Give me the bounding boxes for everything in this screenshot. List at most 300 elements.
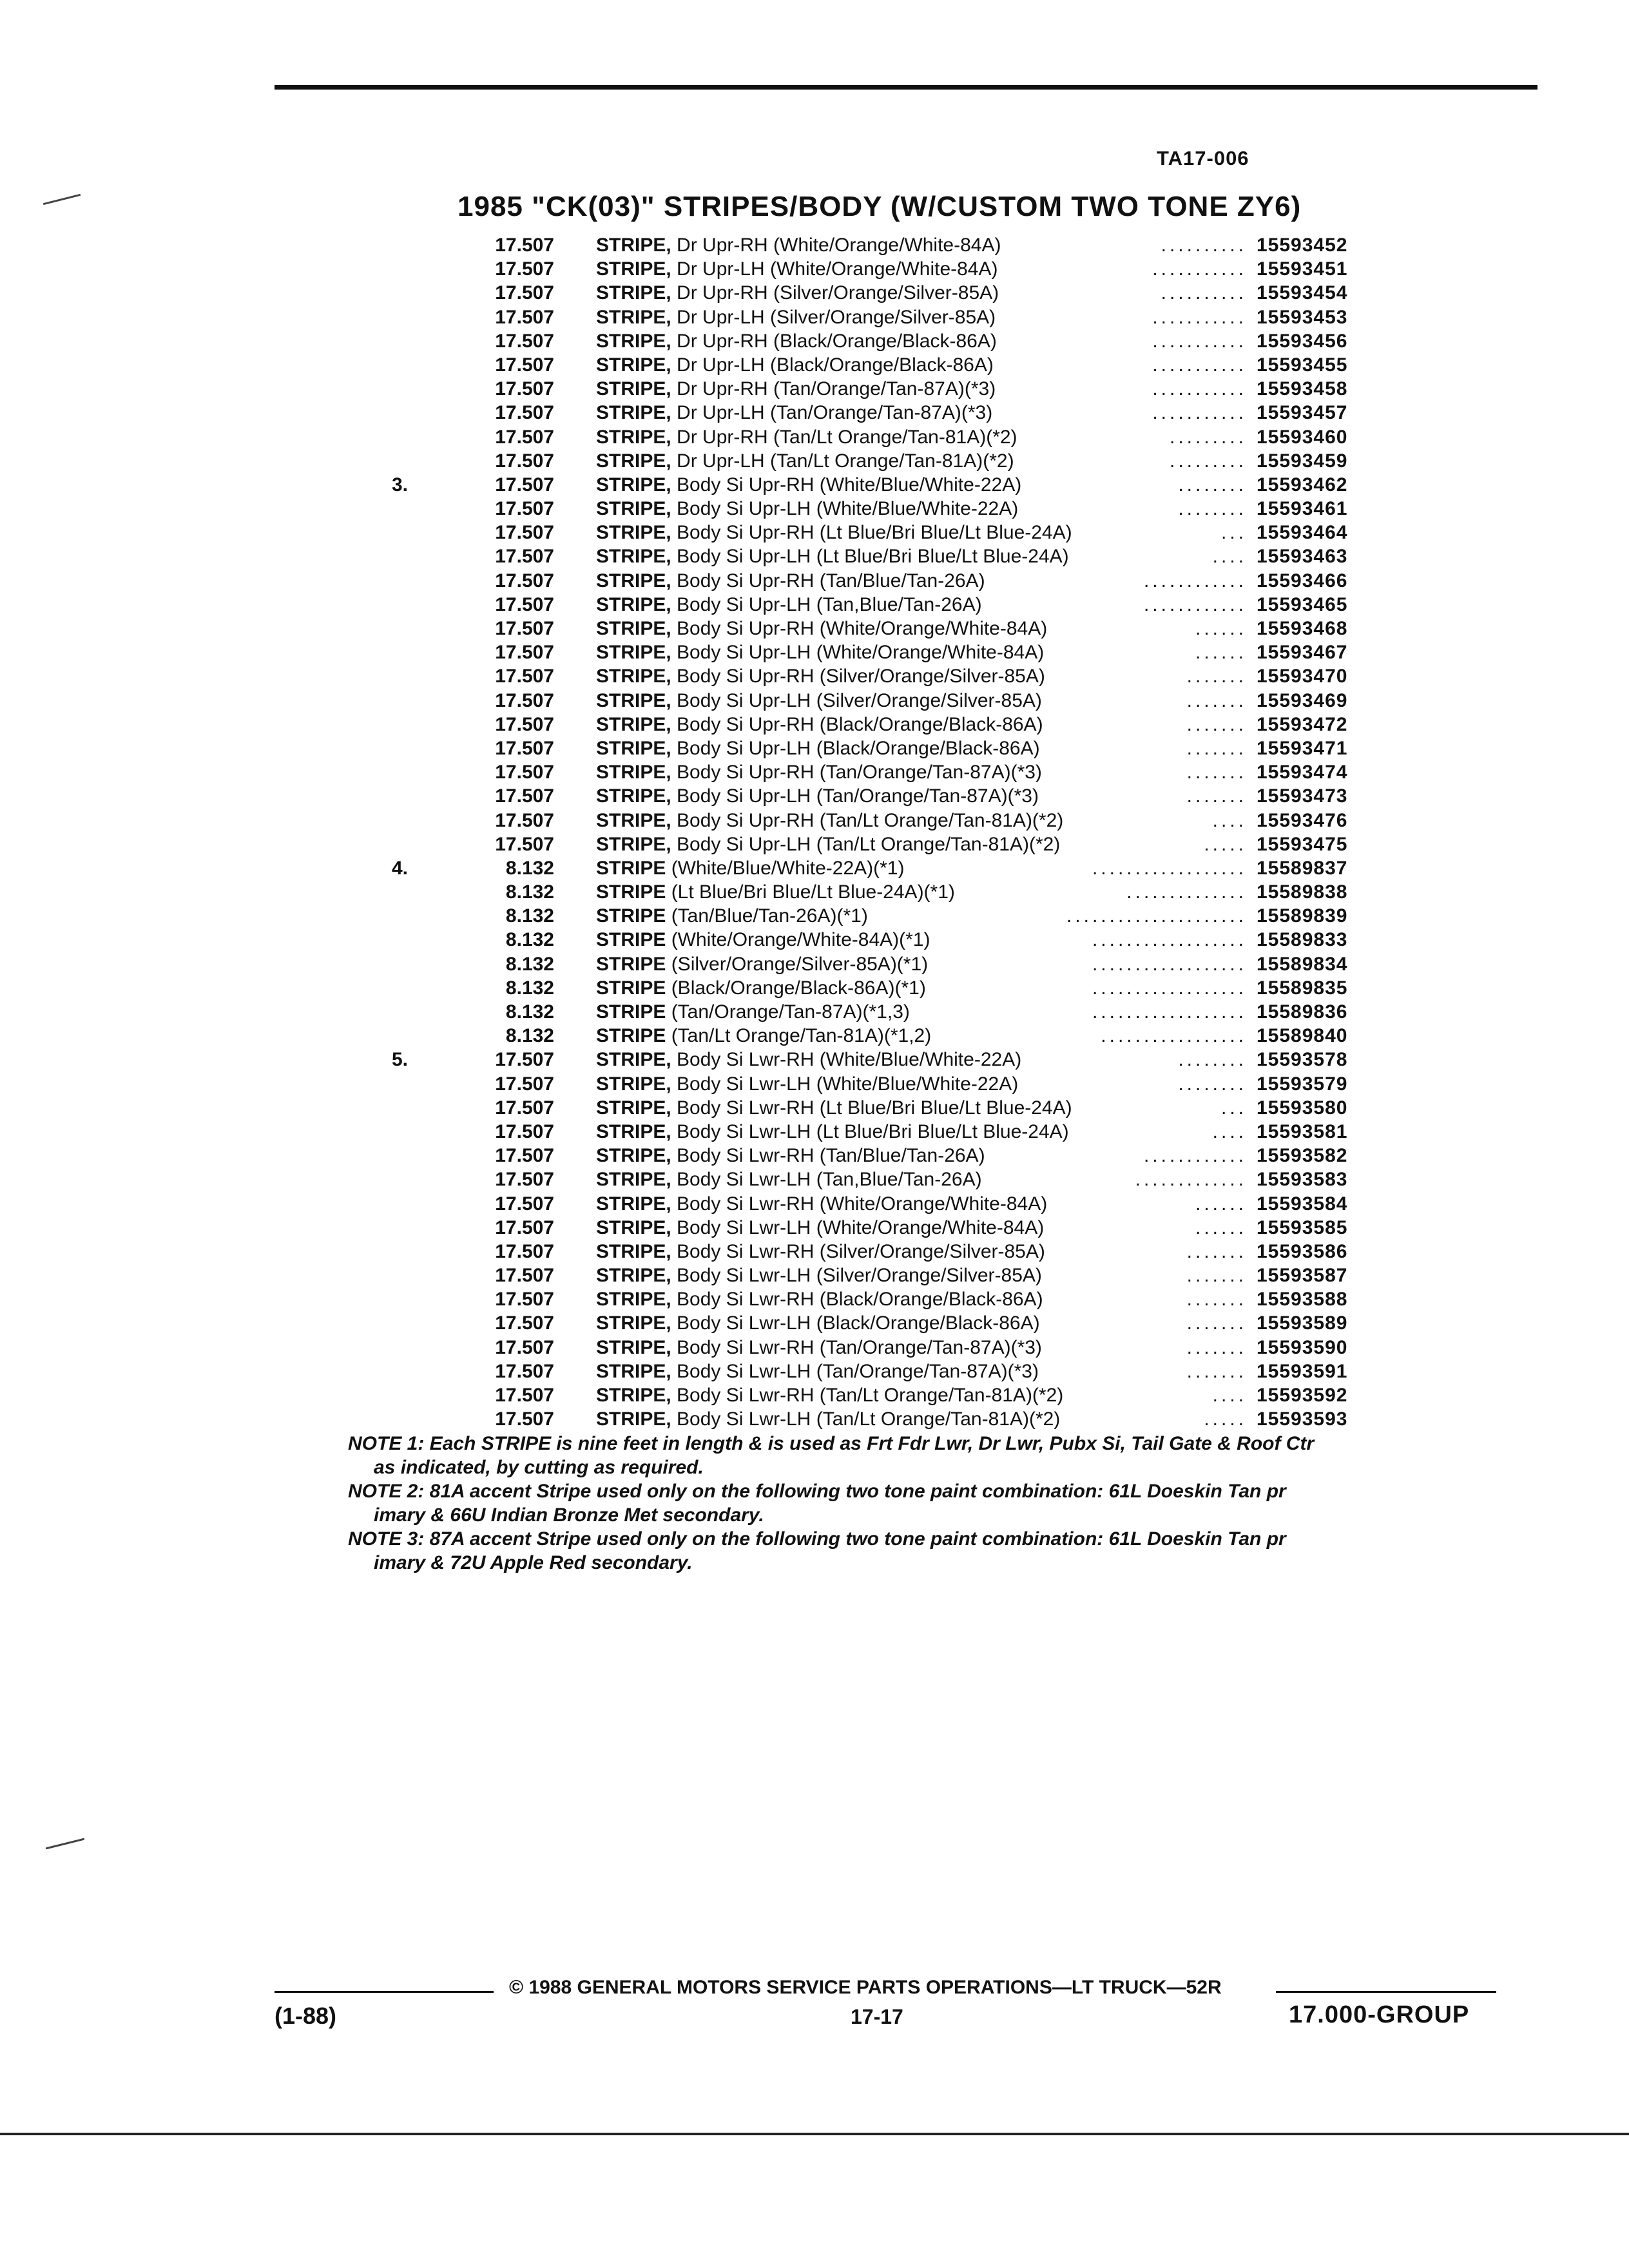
part-description (596, 569, 985, 593)
part-number: 15593452 (1257, 235, 1348, 256)
parts-row (0, 640, 1629, 664)
dot-leader: ......... (1169, 426, 1247, 448)
group-number: 17.507 (495, 1049, 554, 1071)
parts-row (0, 233, 1629, 257)
group-number: 17.507 (495, 666, 554, 687)
note-line-continued: imary & 66U Indian Bronze Met secondary. (374, 1504, 764, 1526)
description-keyword: STRIPE (596, 977, 666, 999)
dot-leader: .................. (1092, 929, 1247, 951)
description-text: Body Si Upr-RH (Lt Blue/Bri Blue/Lt Blue-24A) (671, 522, 1072, 544)
group-number: 17.507 (495, 593, 554, 615)
group-number: 17.507 (495, 330, 554, 352)
part-number: 15593593 (1257, 1408, 1348, 1430)
part-description (596, 736, 1040, 760)
description-text: Body Si Upr-RH (Tan/Orange/Tan-87A)(*3) (671, 762, 1042, 783)
footer-rule-left (275, 1991, 494, 1993)
parts-row (0, 928, 1629, 952)
description-text: Body Si Upr-LH (Tan/Lt Orange/Tan-81A)(*2) (671, 833, 1061, 855)
parts-row (0, 1407, 1629, 1431)
dot-leader: ...... (1195, 1193, 1247, 1215)
parts-row (0, 449, 1629, 473)
description-text: Body Si Lwr-RH (Tan/Blue/Tan-26A) (671, 1145, 985, 1167)
description-keyword: STRIPE, (596, 1073, 671, 1095)
dot-leader: ................. (1101, 1025, 1247, 1047)
description-text: Dr Upr-RH (Tan/Lt Orange/Tan-81A)(*2) (671, 426, 1017, 448)
item-number: 3. (392, 474, 409, 495)
group-number: 17.507 (495, 546, 554, 568)
item-number: 4. (392, 857, 409, 879)
part-description (596, 1383, 1063, 1407)
description-text: (Tan/Blue/Tan-26A)(*1) (666, 905, 868, 927)
part-number: 15593460 (1257, 426, 1348, 448)
part-description (596, 544, 1069, 568)
parts-row (0, 353, 1629, 377)
parts-row (0, 1240, 1629, 1264)
description-text: Body Si Upr-RH (White/Blue/White-22A) (671, 474, 1022, 495)
parts-row (0, 1264, 1629, 1287)
part-number: 15593475 (1257, 833, 1348, 855)
group-number: 17.507 (495, 450, 554, 472)
part-number: 15589840 (1257, 1025, 1348, 1047)
parts-row (0, 760, 1629, 784)
part-description (596, 928, 930, 952)
group-number: 17.507 (495, 689, 554, 711)
description-keyword: STRIPE, (596, 498, 671, 520)
part-description (596, 1120, 1069, 1144)
group-number: 17.507 (495, 522, 554, 544)
description-text: Body Si Lwr-RH (Silver/Orange/Silver-85A) (671, 1240, 1045, 1262)
dot-leader: ..................... (1066, 905, 1247, 927)
description-text: Body Si Lwr-LH (Tan/Orange/Tan-87A)(*3) (671, 1360, 1039, 1382)
part-description (596, 1336, 1042, 1360)
dot-leader: ........ (1178, 474, 1247, 495)
description-keyword: STRIPE, (596, 809, 671, 831)
part-number: 15593458 (1257, 378, 1348, 400)
part-number: 15593579 (1257, 1073, 1348, 1095)
part-number: 15593586 (1257, 1240, 1348, 1262)
description-text: Dr Upr-LH (Silver/Orange/Silver-85A) (671, 306, 996, 328)
part-description (596, 329, 997, 353)
part-number: 15593591 (1257, 1360, 1348, 1382)
group-number: 17.507 (495, 282, 554, 304)
part-description (596, 497, 1018, 521)
footer-date: (1-88) (275, 2003, 337, 2029)
description-keyword: STRIPE, (596, 1097, 671, 1119)
parts-row (0, 281, 1629, 305)
parts-row (0, 521, 1629, 544)
parts-row (0, 952, 1629, 976)
part-number: 15593464 (1257, 522, 1348, 544)
dot-leader: ............ (1143, 1145, 1247, 1167)
part-number: 15589835 (1257, 977, 1348, 999)
dot-leader: ....... (1186, 1336, 1247, 1358)
parts-row (0, 664, 1629, 688)
part-description (596, 1072, 1018, 1096)
dot-leader: ........... (1152, 402, 1247, 424)
parts-row (0, 1048, 1629, 1072)
top-rule (275, 85, 1537, 90)
description-keyword: STRIPE, (596, 642, 671, 664)
dot-leader: ........... (1152, 258, 1247, 280)
parts-row (0, 1144, 1629, 1168)
description-text: (White/Blue/White-22A)(*1) (666, 857, 905, 879)
part-description (596, 1264, 1042, 1287)
parts-row (0, 809, 1629, 832)
parts-row (0, 1072, 1629, 1096)
description-text: Body Si Upr-RH (Tan/Lt Orange/Tan-81A)(*2) (671, 809, 1064, 831)
part-description (596, 449, 1014, 473)
parts-row (0, 1024, 1629, 1048)
group-number: 17.507 (495, 306, 554, 328)
description-text: Body Si Upr-RH (White/Orange/White-84A) (671, 618, 1048, 639)
description-text: (Lt Blue/Bri Blue/Lt Blue-24A)(*1) (666, 881, 955, 903)
dot-leader: ....... (1186, 1240, 1247, 1262)
part-number: 15593474 (1257, 762, 1348, 783)
description-keyword: STRIPE (596, 881, 666, 903)
parts-row (0, 257, 1629, 281)
description-text: Body Si Upr-LH (White/Orange/White-84A) (671, 642, 1045, 664)
group-number: 17.507 (495, 1169, 554, 1191)
part-description (596, 664, 1045, 688)
description-keyword: STRIPE, (596, 1145, 671, 1167)
description-text: Body Si Upr-LH (Silver/Orange/Silver-85A) (671, 689, 1042, 711)
group-number: 17.507 (495, 642, 554, 664)
part-number: 15593472 (1257, 713, 1348, 735)
dot-leader: ........... (1152, 330, 1247, 352)
description-text: Body Si Lwr-LH (White/Orange/White-84A) (671, 1216, 1045, 1238)
part-description (596, 784, 1039, 808)
part-description (596, 640, 1044, 664)
group-number: 17.507 (495, 1385, 554, 1406)
part-number: 15589837 (1257, 857, 1348, 879)
description-text: Dr Upr-RH (White/Orange/White-84A) (671, 235, 1001, 256)
part-description (596, 281, 999, 305)
group-number: 17.507 (495, 785, 554, 807)
group-number: 8.132 (505, 1001, 554, 1023)
parts-row (0, 1383, 1629, 1407)
description-text: Body Si Lwr-LH (Lt Blue/Bri Blue/Lt Blue-24A) (671, 1120, 1069, 1142)
description-keyword: STRIPE (596, 1025, 666, 1047)
part-number: 15593580 (1257, 1097, 1348, 1119)
description-text: Body Si Upr-LH (Black/Orange/Black-86A) (671, 737, 1040, 759)
parts-row (0, 377, 1629, 401)
footer-page-number: 17-17 (851, 2005, 903, 2028)
group-number: 17.507 (495, 474, 554, 495)
dot-leader: ... (1220, 1097, 1247, 1119)
description-keyword: STRIPE, (596, 426, 671, 448)
part-description (596, 1024, 931, 1048)
dot-leader: ....... (1186, 1289, 1247, 1311)
group-number: 17.507 (495, 1408, 554, 1430)
description-keyword: STRIPE, (596, 546, 671, 568)
group-number: 17.507 (495, 1145, 554, 1167)
description-keyword: STRIPE, (596, 1265, 671, 1287)
parts-row (0, 1311, 1629, 1335)
description-text: Body Si Upr-LH (Tan,Blue/Tan-26A) (671, 593, 982, 615)
group-number: 17.507 (495, 570, 554, 591)
description-text: Dr Upr-RH (Tan/Orange/Tan-87A)(*3) (671, 378, 996, 400)
part-number: 15593578 (1257, 1049, 1348, 1071)
description-text: Dr Upr-LH (Black/Orange/Black-86A) (671, 354, 994, 376)
part-description (596, 832, 1060, 856)
part-number: 15593462 (1257, 474, 1348, 495)
part-description (596, 353, 994, 377)
part-number: 15593476 (1257, 809, 1348, 831)
parts-row (0, 976, 1629, 1000)
part-description (596, 473, 1021, 497)
dot-leader: ........ (1178, 1049, 1247, 1071)
part-number: 15593470 (1257, 666, 1348, 687)
description-text: Body Si Upr-RH (Black/Orange/Black-86A) (671, 713, 1043, 735)
part-description (596, 809, 1063, 832)
part-number: 15593466 (1257, 570, 1348, 591)
part-number: 15593582 (1257, 1145, 1348, 1167)
part-description (596, 952, 928, 976)
dot-leader: ....... (1186, 785, 1247, 807)
part-number: 15593587 (1257, 1265, 1348, 1287)
dot-leader: ..... (1204, 833, 1247, 855)
part-number: 15593589 (1257, 1312, 1348, 1334)
description-text: Body Si Upr-RH (Tan/Blue/Tan-26A) (671, 570, 985, 591)
parts-row (0, 689, 1629, 713)
parts-row (0, 1336, 1629, 1360)
group-number: 17.507 (495, 498, 554, 520)
dot-leader: ...... (1195, 642, 1247, 664)
part-description (596, 1144, 985, 1168)
dot-leader: ....... (1186, 737, 1247, 759)
description-text: (Silver/Orange/Silver-85A)(*1) (666, 953, 929, 975)
dot-leader: ....... (1186, 1360, 1247, 1382)
description-keyword: STRIPE, (596, 666, 671, 687)
description-keyword: STRIPE, (596, 1240, 671, 1262)
part-description (596, 257, 998, 281)
part-description (596, 1216, 1044, 1240)
part-description (596, 305, 996, 329)
scan-mark (46, 1838, 85, 1850)
description-keyword: STRIPE (596, 1001, 666, 1023)
parts-row (0, 1000, 1629, 1024)
part-number: 15593473 (1257, 785, 1348, 807)
dot-leader: .............. (1126, 881, 1247, 903)
part-number: 15593455 (1257, 354, 1348, 376)
part-number: 15593583 (1257, 1169, 1348, 1191)
part-description (596, 689, 1042, 713)
description-text: Body Si Lwr-LH (Black/Orange/Black-86A) (671, 1312, 1040, 1334)
part-description (596, 1311, 1040, 1335)
description-text: Dr Upr-RH (Silver/Orange/Silver-85A) (671, 282, 999, 304)
dot-leader: .... (1212, 1385, 1247, 1406)
dot-leader: ........... (1152, 354, 1247, 376)
description-keyword: STRIPE, (596, 522, 671, 544)
description-keyword: STRIPE, (596, 785, 671, 807)
part-number: 15593461 (1257, 498, 1348, 520)
group-number: 17.507 (495, 618, 554, 639)
dot-leader: .................. (1092, 1001, 1247, 1023)
dot-leader: ....... (1186, 713, 1247, 735)
part-description (596, 904, 868, 928)
part-number: 15593467 (1257, 642, 1348, 664)
description-keyword: STRIPE (596, 905, 666, 927)
group-number: 8.132 (505, 929, 554, 951)
parts-row (0, 569, 1629, 593)
description-keyword: STRIPE, (596, 570, 671, 591)
notes-section (348, 1432, 1482, 1575)
part-description (596, 760, 1042, 784)
dot-leader: ...... (1195, 1216, 1247, 1238)
part-number: 15593463 (1257, 546, 1348, 568)
group-number: 17.507 (495, 1097, 554, 1119)
group-number: 17.507 (495, 1265, 554, 1287)
group-number: 17.507 (495, 713, 554, 735)
dot-leader: ......... (1169, 450, 1247, 472)
part-description (596, 521, 1072, 544)
group-number: 17.507 (495, 1193, 554, 1215)
parts-row (0, 1192, 1629, 1216)
part-description (596, 976, 926, 1000)
description-keyword: STRIPE, (596, 1408, 671, 1430)
group-number: 8.132 (505, 1025, 554, 1047)
dot-leader: ....... (1186, 666, 1247, 687)
description-text: (Tan/Orange/Tan-87A)(*1,3) (666, 1001, 910, 1023)
parts-row (0, 1120, 1629, 1144)
description-text: Body Si Lwr-RH (White/Blue/White-22A) (671, 1049, 1022, 1071)
description-keyword: STRIPE, (596, 282, 671, 304)
part-description (596, 401, 992, 425)
part-number: 15593468 (1257, 618, 1348, 639)
description-text: Body Si Lwr-RH (White/Orange/White-84A) (671, 1193, 1048, 1215)
dot-leader: ........ (1178, 1073, 1247, 1095)
description-text: Body Si Lwr-LH (Tan,Blue/Tan-26A) (671, 1169, 982, 1191)
group-number: 17.507 (495, 762, 554, 783)
dot-leader: ............ (1143, 593, 1247, 615)
description-keyword: STRIPE, (596, 402, 671, 424)
parts-row (0, 1287, 1629, 1311)
description-keyword: STRIPE, (596, 474, 671, 495)
group-number: 17.507 (495, 737, 554, 759)
group-number: 17.507 (495, 402, 554, 424)
page-title: 1985 "CK(03)" STRIPES/BODY (W/CUSTOM TWO TONE ZY6) (458, 191, 1302, 222)
description-keyword: STRIPE, (596, 235, 671, 256)
description-keyword: STRIPE, (596, 1336, 671, 1358)
description-keyword: STRIPE, (596, 378, 671, 400)
part-number: 15589834 (1257, 953, 1348, 975)
dot-leader: ........... (1152, 378, 1247, 400)
group-number: 17.507 (495, 1120, 554, 1142)
dot-leader: .... (1212, 809, 1247, 831)
parts-row (0, 1360, 1629, 1383)
description-keyword: STRIPE, (596, 1120, 671, 1142)
description-keyword: STRIPE, (596, 1289, 671, 1311)
copyright-line: © 1988 GENERAL MOTORS SERVICE PARTS OPERATIONS—LT TRUCK—52R (509, 1977, 1222, 1998)
group-number: 17.507 (495, 378, 554, 400)
description-keyword: STRIPE, (596, 618, 671, 639)
catalog-reference: TA17-006 (1157, 147, 1249, 169)
part-description (596, 425, 1017, 449)
part-number: 15593453 (1257, 306, 1348, 328)
part-number: 15593581 (1257, 1120, 1348, 1142)
part-description (596, 617, 1047, 640)
group-number: 17.507 (495, 1312, 554, 1334)
part-description (596, 233, 1001, 257)
note (348, 1432, 1482, 1479)
group-number: 8.132 (505, 905, 554, 927)
parts-row (0, 401, 1629, 425)
part-number: 15593456 (1257, 330, 1348, 352)
group-number: 17.507 (495, 354, 554, 376)
parts-row (0, 1216, 1629, 1240)
dot-leader: .... (1212, 1120, 1247, 1142)
description-keyword: STRIPE, (596, 354, 671, 376)
part-description (596, 593, 982, 617)
group-number: 17.507 (495, 1216, 554, 1238)
parts-row (0, 305, 1629, 329)
part-number: 15593592 (1257, 1385, 1348, 1406)
part-description (596, 880, 955, 904)
dot-leader: ........... (1152, 306, 1247, 328)
part-number: 15589839 (1257, 905, 1348, 927)
description-text: Body Si Lwr-LH (Silver/Orange/Silver-85A) (671, 1265, 1042, 1287)
dot-leader: ........ (1178, 498, 1247, 520)
part-number: 15593585 (1257, 1216, 1348, 1238)
part-number: 15589838 (1257, 881, 1348, 903)
description-text: (White/Orange/White-84A)(*1) (666, 929, 930, 951)
parts-row (0, 425, 1629, 449)
description-text: Dr Upr-LH (Tan/Lt Orange/Tan-81A)(*2) (671, 450, 1014, 472)
dot-leader: .... (1212, 546, 1247, 568)
part-number: 15593454 (1257, 282, 1348, 304)
part-description (596, 856, 904, 880)
part-number: 15593588 (1257, 1289, 1348, 1311)
part-description (596, 1192, 1047, 1216)
part-description (596, 1000, 910, 1024)
note-line-continued: imary & 72U Apple Red secondary. (374, 1552, 693, 1573)
dot-leader: .......... (1161, 282, 1247, 304)
dot-leader: .................. (1092, 953, 1247, 975)
description-keyword: STRIPE, (596, 689, 671, 711)
description-text: Body Si Lwr-RH (Tan/Orange/Tan-87A)(*3) (671, 1336, 1042, 1358)
dot-leader: ....... (1186, 689, 1247, 711)
parts-row (0, 832, 1629, 856)
description-text: Body Si Lwr-RH (Lt Blue/Bri Blue/Lt Blue-24A) (671, 1097, 1072, 1119)
scan-mark (43, 194, 81, 205)
part-number: 15593459 (1257, 450, 1348, 472)
description-text: (Black/Orange/Black-86A)(*1) (666, 977, 926, 999)
description-keyword: STRIPE, (596, 1193, 671, 1215)
note-line: NOTE 3: 87A accent Stripe used only on the following two tone paint combination: 61L Doeskin Tan pr (348, 1528, 1286, 1550)
part-number: 15589833 (1257, 929, 1348, 951)
description-text: Dr Upr-LH (White/Orange/White-84A) (671, 258, 998, 280)
description-text: Body Si Lwr-RH (Tan/Lt Orange/Tan-81A)(*2) (671, 1385, 1064, 1406)
item-number: 5. (392, 1049, 409, 1071)
group-number: 8.132 (505, 977, 554, 999)
group-number: 8.132 (505, 953, 554, 975)
description-text: (Tan/Lt Orange/Tan-81A)(*1,2) (666, 1025, 932, 1047)
parts-row (0, 497, 1629, 521)
parts-row (0, 544, 1629, 568)
description-keyword: STRIPE, (596, 1312, 671, 1334)
group-number: 17.507 (495, 258, 554, 280)
note-line-continued: as indicated, by cutting as required. (374, 1457, 704, 1478)
parts-row (0, 1168, 1629, 1191)
description-keyword: STRIPE, (596, 330, 671, 352)
part-number: 15593457 (1257, 402, 1348, 424)
footer-group: 17.000-GROUP (1289, 2001, 1470, 2028)
note-line: NOTE 2: 81A accent Stripe used only on the following two tone paint combination: 61L Doeskin Tan pr (348, 1481, 1286, 1502)
dot-leader: ............. (1135, 1169, 1247, 1191)
description-keyword: STRIPE, (596, 258, 671, 280)
part-description (596, 1407, 1060, 1431)
parts-row (0, 736, 1629, 760)
